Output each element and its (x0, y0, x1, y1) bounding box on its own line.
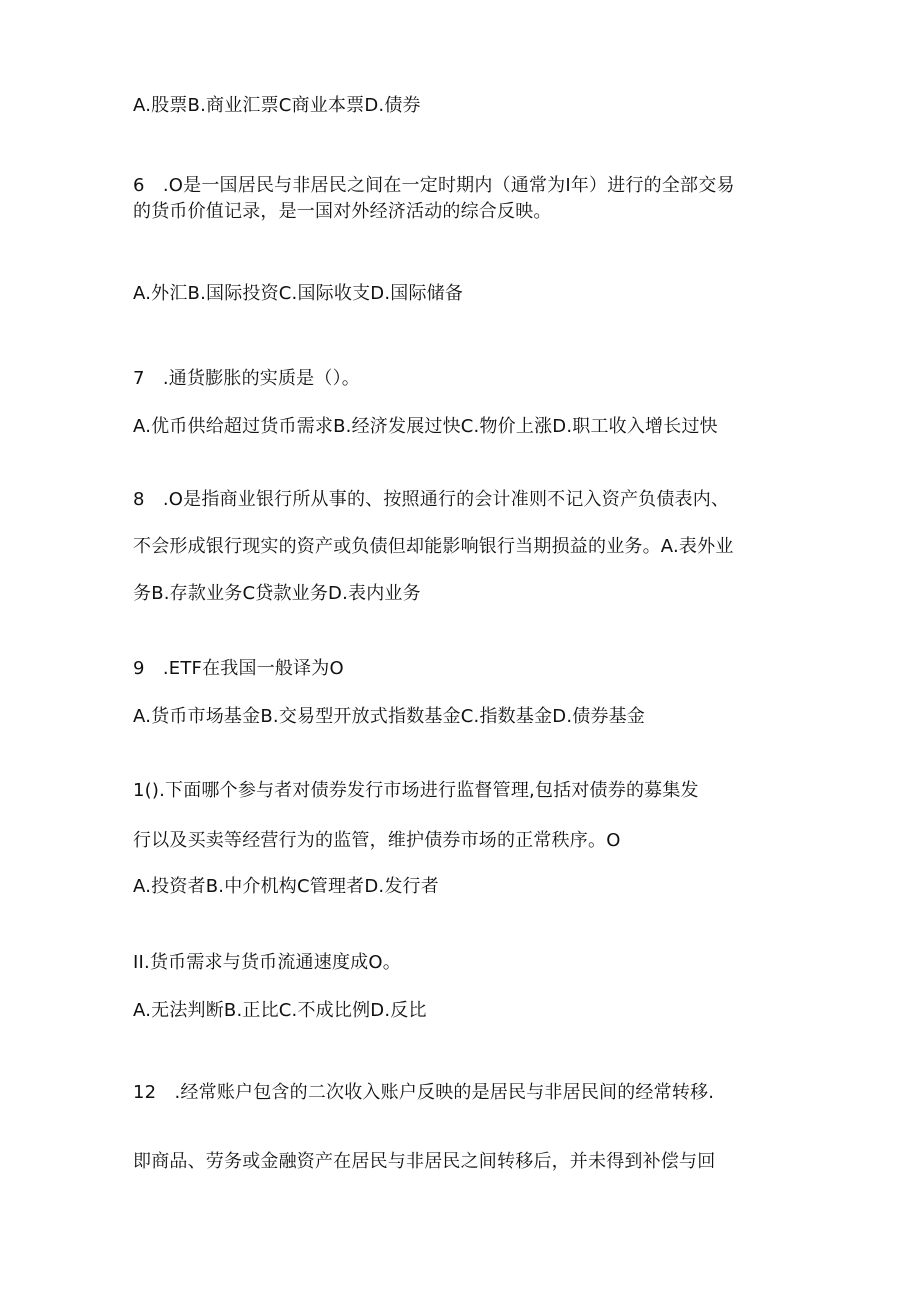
text-line: 行以及买卖等经营行为的监管，维护债券市场的正常秩序。O (133, 830, 621, 851)
text-line: 12 .经常账户包含的二次收入账户反映的是居民与非居民间的经常转移. (133, 1082, 715, 1103)
text-line: A.外汇B.国际投资C.国际收支D.国际储备 (133, 283, 464, 304)
text-line: A.股票B.商业汇票C商业本票D.债券 (133, 95, 421, 116)
text-line: A.无法判断B.正比C.不成比例D.反比 (133, 1000, 427, 1021)
text-line: A.优币供给超过货币需求B.经济发展过快C.物价上涨D.职工收入增长过快 (133, 416, 718, 437)
text-line: 9 .ETF在我国一般译为O (133, 658, 344, 679)
text-line: 1().下面哪个参与者对债券发行市场进行监督管理,包括对债券的募集发 (133, 780, 699, 801)
text-line: II.货币需求与货币流通速度成O。 (133, 952, 401, 973)
text-line: 7 .通货膨胀的实质是（）。 (133, 368, 360, 389)
text-line: A.货币市场基金B.交易型开放式指数基金C.指数基金D.债券基金 (133, 706, 646, 727)
text-line: 即商品、劳务或金融资产在居民与非居民之间转移后，并未得到补偿与回 (133, 1151, 716, 1172)
text-line: 8 .O是指商业银行所从事的、按照通行的会计准则不记入资产负债表内、 (133, 489, 730, 510)
text-line: 6 .O是一国居民与非居民之间在一定时期内（通常为I年）进行的全部交易 (133, 175, 735, 196)
text-line: A.投资者B.中介机构C管理者D.发行者 (133, 876, 439, 897)
text-line: 的货币价值记录，是一国对外经济活动的综合反映。 (133, 201, 552, 222)
text-line: 务B.存款业务C贷款业务D.表内业务 (133, 583, 421, 604)
text-line: 不会形成银行现实的资产或负债但却能影响银行当期损益的业务。A.表外业 (133, 536, 734, 557)
